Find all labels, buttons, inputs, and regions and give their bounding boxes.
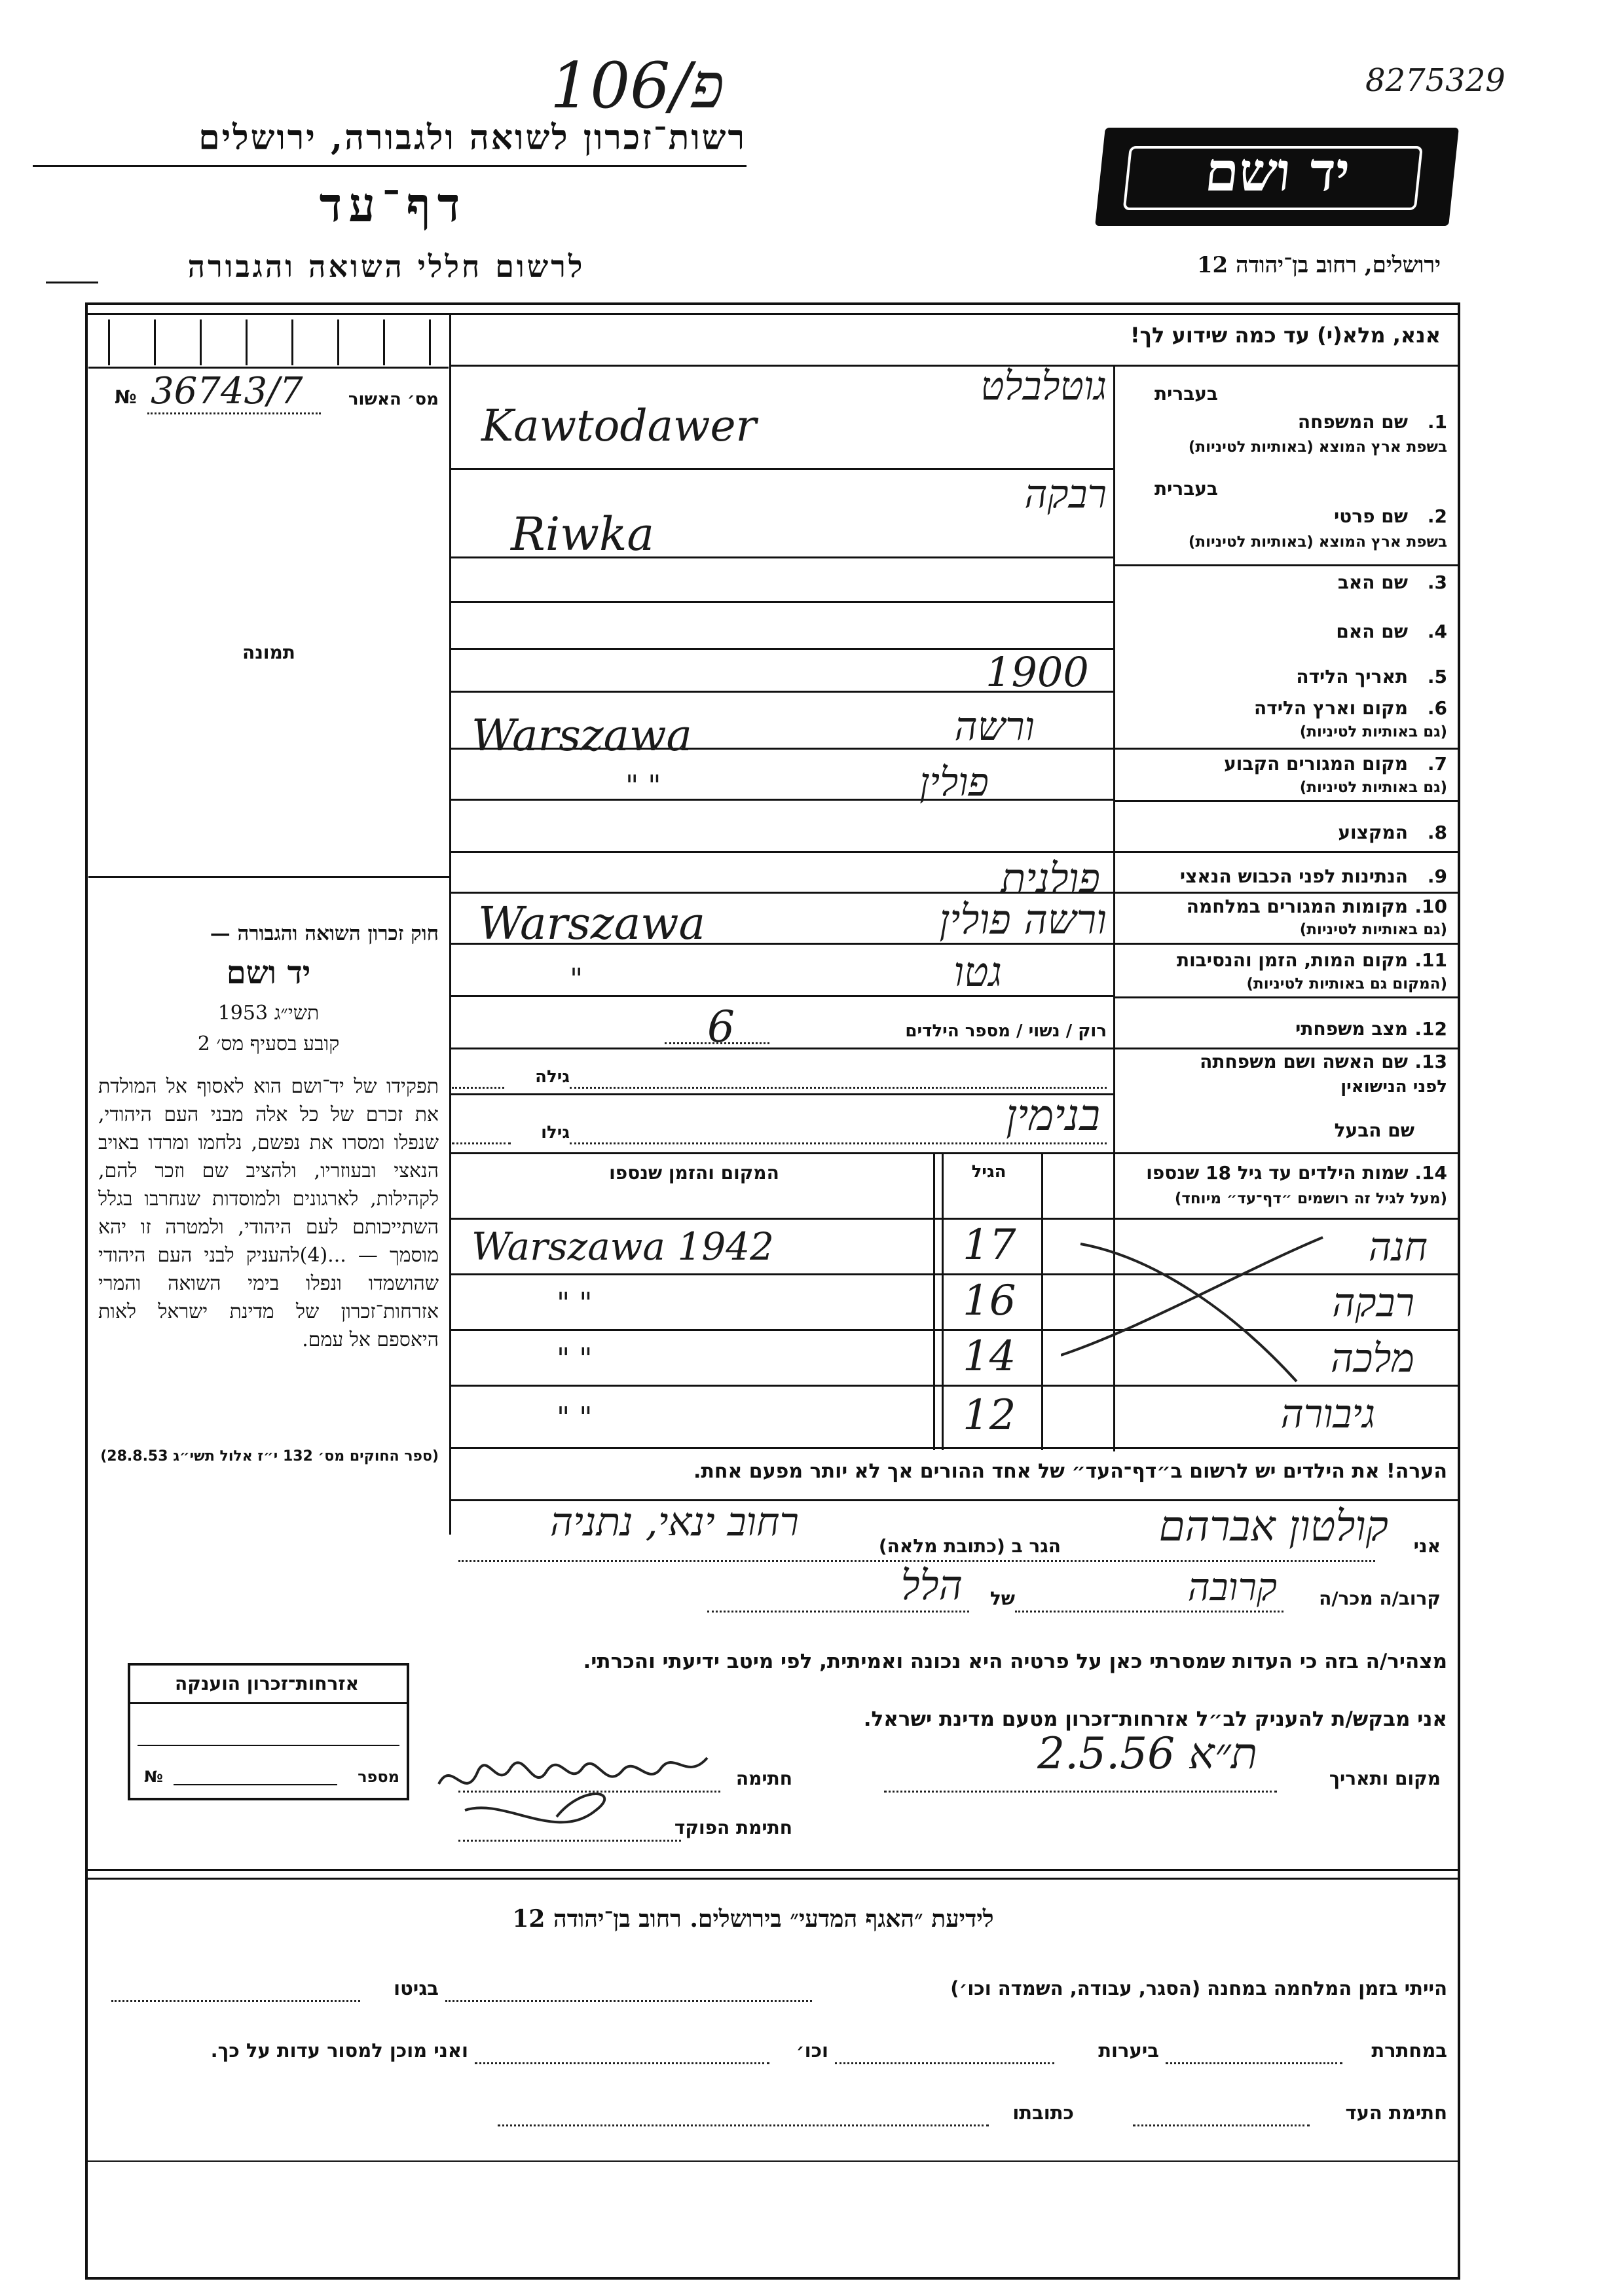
field-1-sub: בשפת ארץ המוצא (באותיות לטיניות) xyxy=(1188,439,1447,456)
field-12-label: מצב משפחתי xyxy=(1295,1018,1408,1040)
decl-name: קולטון אברהם xyxy=(1158,1503,1388,1551)
child-4-name: גיבורה xyxy=(1280,1391,1375,1437)
field-2-number: 2. xyxy=(1427,505,1447,527)
honorary-number-line xyxy=(174,1784,337,1785)
row-line-12 xyxy=(449,1048,1115,1049)
child-1-name: חנה xyxy=(1368,1224,1428,1270)
child-4-place: " " xyxy=(557,1401,593,1434)
children-place-header: המקום והזמן שנספו xyxy=(609,1162,779,1184)
child-1-age: 17 xyxy=(963,1221,1016,1269)
field-4-label: שם האם xyxy=(1336,621,1408,642)
field-1-number: 1. xyxy=(1427,411,1447,433)
field-3-label: שם האב xyxy=(1337,572,1408,593)
law-title: חוק זכרון השואה והגבורה — xyxy=(210,922,439,945)
children-note-warning: הערה! את הילדים יש לרשום ב״דף־העד״ של אחד ההורים אך לא יותר מפעם אחת. xyxy=(693,1460,1447,1483)
row-line-7 xyxy=(449,799,1115,801)
footer-top-line xyxy=(85,1869,1460,1871)
field-2-value-latin: Riwka xyxy=(511,507,655,561)
field-8-label: המקצוע xyxy=(1338,822,1408,843)
field-10-sub: (גם באותיות לטיניות) xyxy=(1299,921,1447,938)
decl-of-value: הלל xyxy=(900,1561,963,1609)
children-age-header: הגיל xyxy=(971,1162,1006,1182)
children-table-top xyxy=(449,1152,1460,1154)
field-5-value: 1900 xyxy=(986,648,1089,696)
left-column-divider xyxy=(449,313,451,1535)
decl-address: רחוב ינאי, נתניה xyxy=(550,1499,799,1545)
field-2-hebrew-label: בעברית xyxy=(1154,478,1218,500)
honorary-number-label: מספר xyxy=(358,1768,399,1786)
decl-i-label: אני xyxy=(1413,1535,1441,1557)
child-4-age: 12 xyxy=(963,1391,1016,1440)
field-6-value-latin: Warszawa xyxy=(471,710,692,761)
decl-relation-value: קרובה xyxy=(1187,1565,1277,1609)
form-title: דף־עד xyxy=(319,177,467,232)
cert-ticks xyxy=(88,319,447,365)
footer-line2-d: ואני מוכן למסור עדות על כך. xyxy=(210,2039,468,2062)
footer-line2-dots-b xyxy=(835,2062,1054,2064)
field-13-number: 13. xyxy=(1414,1051,1447,1072)
field-10-number: 10. xyxy=(1414,896,1447,917)
field-7-sub: (גם באותיות לטיניות) xyxy=(1299,779,1447,796)
handwritten-ref: פ/106 xyxy=(550,49,724,122)
field-7-number: 7. xyxy=(1427,753,1447,774)
decl-signature-label: חתימה xyxy=(735,1768,792,1789)
wife-age-label: גילה xyxy=(535,1067,570,1087)
org-line: רשות־זכרון לשואה ולגבורה, ירושלים xyxy=(198,118,747,158)
child-3-age: 14 xyxy=(963,1332,1016,1381)
decl-place-date-line xyxy=(884,1791,1277,1793)
row-line-1 xyxy=(449,468,1115,470)
field-11-sub: (המקום גם באותיות לטיניות) xyxy=(1246,975,1447,993)
footer-line1-dots-a xyxy=(445,2000,812,2002)
children-title: 14. שמות הילדים עד גיל 18 שנספו xyxy=(1146,1162,1447,1184)
field-11-value-latin: " xyxy=(570,962,583,996)
husband-label: שם הבעל xyxy=(1334,1120,1414,1141)
children-strike-marks xyxy=(1061,1231,1336,1414)
field-1-value-latin: Kawtodawer xyxy=(481,401,757,451)
field-2-value-he: רבקה xyxy=(1024,471,1107,517)
field-1-hebrew-label: בעברית xyxy=(1154,383,1218,405)
decl-resident-label: הגר ב (כתובת מלאה) xyxy=(878,1535,1061,1557)
honorary-box-mid-line xyxy=(138,1745,399,1746)
footer-line3-dots-a xyxy=(1133,2124,1310,2126)
footer-line2-dots-a xyxy=(1166,2062,1342,2064)
row-line-3 xyxy=(449,601,1115,603)
org-underline xyxy=(33,165,747,167)
row-line-11 xyxy=(449,995,1115,997)
husband-name-line xyxy=(570,1142,1107,1144)
field-1-label: שם המשפחה xyxy=(1297,411,1408,433)
field-10-value-he: ורשה פולין xyxy=(939,896,1107,943)
children-note: (מעל לגיל זה רושמים ״דף־עד״ מיוחד) xyxy=(1174,1190,1447,1207)
footer-line2-c: וכו׳ xyxy=(796,2039,828,2062)
child-1-place: Warszawa 1942 xyxy=(471,1224,775,1269)
field-7-value-latin: " " xyxy=(625,769,661,803)
cert-prefix: № xyxy=(115,386,137,408)
footer-title: לידיעת ״האגף המדעי״ בירושלים. רחוב בן־יהודה 12 xyxy=(512,1905,994,1933)
children-count: 6 xyxy=(707,1002,735,1052)
footer-line3-dots-b xyxy=(498,2124,989,2126)
decl-relation-label: קרוב/ה מכר/ה xyxy=(1319,1588,1441,1609)
field-2-sub: בשפת ארץ המוצא (באותיות לטיניות) xyxy=(1188,534,1447,551)
label-row-line-d xyxy=(1115,851,1460,853)
label-row-line-f xyxy=(1115,943,1460,945)
field-6-sub: (גם באותיות לטיניות) xyxy=(1299,723,1447,740)
wife-name-line xyxy=(570,1087,1107,1089)
form-subtitle: לרשום חללי השואה והגבורה xyxy=(187,249,585,284)
frame-bottom-second-line xyxy=(85,2160,1460,2162)
field-7-label: מקום המגורים הקבוע xyxy=(1224,753,1408,774)
child-2-age: 16 xyxy=(963,1277,1016,1325)
children-col-age-divider2 xyxy=(942,1152,944,1450)
children-header-line xyxy=(449,1218,1460,1220)
children-col-age-divider xyxy=(933,1152,935,1450)
decl-official-line xyxy=(458,1840,681,1842)
footer-line2-b: ביערות xyxy=(1098,2039,1159,2062)
frame-top-second-line xyxy=(85,313,1460,315)
label-row-line-b xyxy=(1115,748,1460,750)
field-11-value-he: גטו xyxy=(953,948,1002,996)
field-11-label: מקום המות, הזמן והנסיבות xyxy=(1176,949,1408,971)
label-row-line-a xyxy=(1115,564,1460,566)
law-year: תשי״ג 1953 xyxy=(217,1002,320,1025)
husband-age-label: גילו xyxy=(541,1123,570,1142)
field-1-value-he: גוטלבלט xyxy=(980,363,1107,409)
field-5-label: תאריך הלידה xyxy=(1296,666,1408,687)
decl-relation-line xyxy=(1015,1611,1283,1613)
honorary-box-title: אזרחות־זכרון הוענקה xyxy=(175,1673,359,1694)
family-status-options: רוק / נשוי / מספר הילדים xyxy=(905,1021,1107,1041)
field-13-label: שם האשה ושם משפחתה xyxy=(1200,1051,1408,1072)
field-6-value-he: ורשה xyxy=(954,704,1035,750)
law-text: תפקידו של יד־ושם הוא לאסוף אל המולדת את זכרם של כל אלה מבני העם היהודי, שנפלו ומסרו את נפשם, נלחמו ומרדו באויב הנאצי ובעוזריו, ולהציב שם וזכר להם, לקהילות, לארגונים ולמוסדות שנחרבו בגלל השתייכותם לעם היהודי, ולמטרה זו יהא מוסמך — ...(4)להעניק לבני העם היהודי שהושמדו ונפלו בימי השואה והמרי אזרחות־זכרון של מדינת ישראל לאות היאספם אל עמם. xyxy=(98,1075,439,1351)
logo-text: יד ושם xyxy=(1202,141,1353,204)
field-11-number: 11. xyxy=(1414,949,1447,971)
footer-line1-b: בגיטו xyxy=(394,1977,439,1999)
field-9-number: 9. xyxy=(1427,866,1447,887)
footer-top-line2 xyxy=(85,1878,1460,1880)
decl-request: אני מבקש/ת להעניק לב״ל אזרחות־זכרון מטעם מדינת ישראל. xyxy=(863,1707,1447,1731)
footer-line2-a: במחתרת xyxy=(1371,2039,1447,2062)
footer-line2-dots-c xyxy=(475,2062,769,2064)
field-8-number: 8. xyxy=(1427,822,1447,843)
field-9-label: הנתינות לפני הכבוש הנאצי xyxy=(1179,866,1408,887)
photo-bottom-line xyxy=(88,876,450,878)
decl-of-line xyxy=(707,1611,969,1613)
photo-label: תמונה xyxy=(242,642,295,663)
husband-name: בנימין xyxy=(1006,1090,1100,1140)
logo xyxy=(1095,128,1459,226)
field-3-number: 3. xyxy=(1427,572,1447,593)
children-col-name-divider xyxy=(1041,1152,1043,1450)
label-row-line-h xyxy=(1115,1048,1460,1049)
honorary-number-prefix: № xyxy=(144,1768,163,1786)
handwritten-corner: 8275329 xyxy=(1365,62,1505,99)
law-section: קובע בסעיף מס׳ 2 xyxy=(197,1032,340,1055)
children-table-bottom xyxy=(449,1447,1460,1449)
decl-place-date-label: מקום ותאריך xyxy=(1329,1768,1441,1789)
footer-line1-a: הייתי בזמן המלחמה במחנה (הסגר, עבודה, השמדה וכו׳) xyxy=(950,1977,1447,1999)
wife-age-line xyxy=(452,1087,504,1089)
field-4-number: 4. xyxy=(1427,621,1447,642)
child-2-name: רבקה xyxy=(1332,1280,1414,1326)
footer-line1-dots-b xyxy=(111,2000,360,2002)
field-12-number: 12. xyxy=(1414,1018,1447,1040)
form-intro: אנא, מלא(י) עד כמה שידוע לך! xyxy=(1130,323,1441,348)
child-2-place: " " xyxy=(557,1286,593,1320)
cert-number-line xyxy=(147,412,321,414)
honorary-box-title-line xyxy=(128,1702,409,1704)
cert-number: 36743/7 xyxy=(151,370,303,412)
footer-line3-b: כתובתו xyxy=(1012,2102,1074,2124)
cert-row-line xyxy=(88,367,449,369)
child-3-name: מלכה xyxy=(1330,1336,1414,1381)
husband-age-line xyxy=(452,1142,511,1144)
subtitle-left-dash xyxy=(46,282,98,283)
field-6-label: מקום וארץ הלידה xyxy=(1254,697,1408,719)
field-10-value-latin: Warszawa xyxy=(478,898,706,950)
law-name: יד ושם xyxy=(226,955,311,991)
address: ירושלים, רחוב בן־יהודה 12 xyxy=(1196,252,1441,278)
law-ref: (ספר החוקים מס׳ 132 י״ז אלול תשי״ג 28.8.53) xyxy=(100,1448,439,1465)
field-9-value-he: פולנית xyxy=(1001,854,1100,902)
decl-of-label: של xyxy=(989,1588,1015,1609)
label-row-line-g xyxy=(1115,996,1460,998)
field-5-number: 5. xyxy=(1427,666,1447,687)
decl-statement: מצהיר/ה בזה כי העדות שמסרתי כאן על פרטיה היא נכונה ואמיתית, לפי מיטב ידיעתי והכרתי. xyxy=(583,1650,1447,1673)
field-13-sub: לפני הנישואין xyxy=(1340,1077,1447,1097)
row-line-8 xyxy=(449,851,1115,853)
label-row-line-c xyxy=(1115,800,1460,802)
decl-official-label: חתימת הפוקד xyxy=(674,1817,792,1838)
label-row-line-e xyxy=(1115,892,1460,894)
field-10-label: מקומות המגורים במלחמה xyxy=(1186,896,1408,917)
decl-place-date-value: ת״א 2.5.56 xyxy=(1037,1728,1257,1779)
field-6-number: 6. xyxy=(1427,697,1447,719)
cert-label: מס׳ האשור xyxy=(348,390,439,409)
field-7-value-he: פולין xyxy=(919,759,989,805)
field-2-label: שם פרטי xyxy=(1333,505,1408,527)
child-3-place: " " xyxy=(557,1342,593,1376)
footer-line3-a: חתימת העד xyxy=(1345,2102,1447,2124)
